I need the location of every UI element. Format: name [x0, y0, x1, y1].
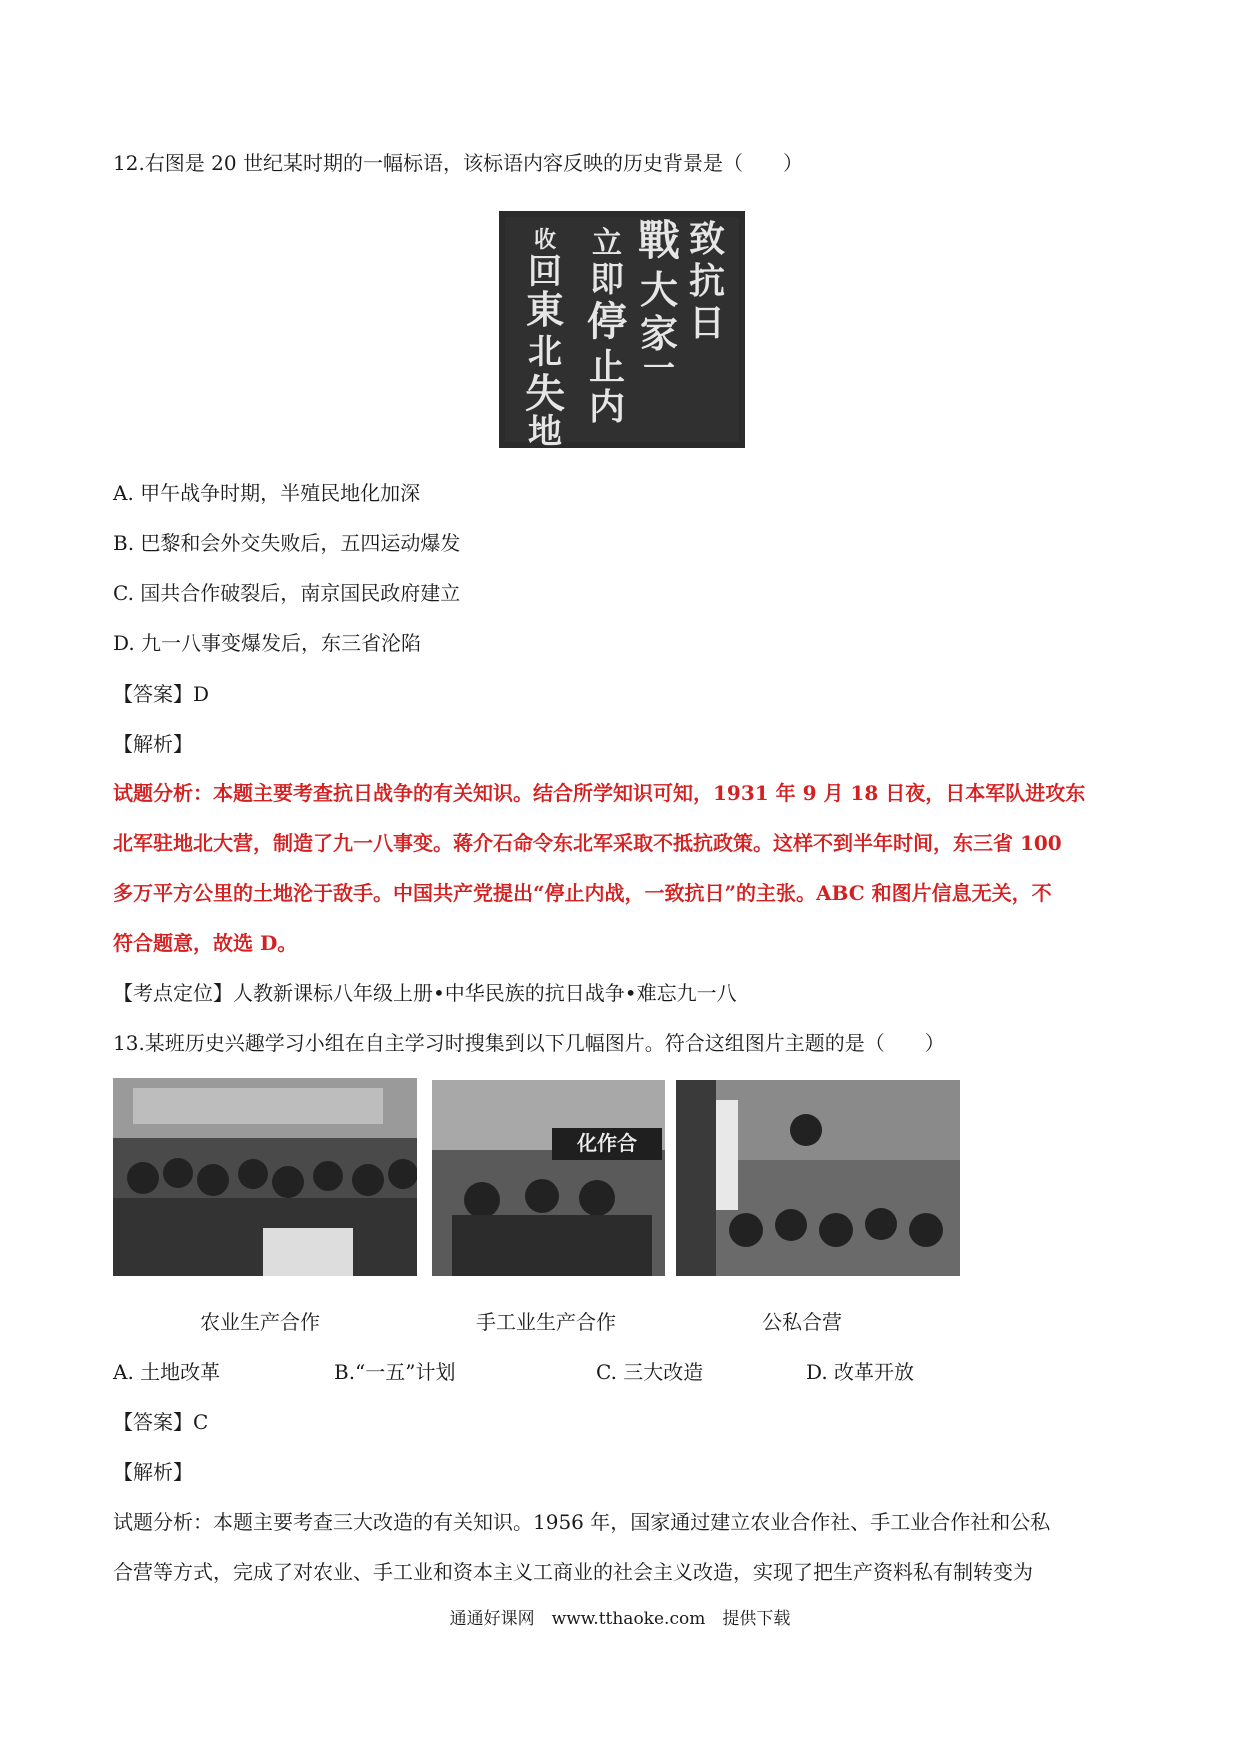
slogan-char: 回	[528, 252, 562, 292]
photo-banner-text: 化作合	[577, 1131, 637, 1155]
slogan-char: 停	[587, 298, 627, 345]
slogan-column-4	[525, 227, 565, 448]
q12-stem: 12.右图是 20 世纪某时期的一幅标语，该标语内容反映的历史背景是（ ）	[113, 151, 803, 175]
q12-analysis-label: 【解析】	[113, 732, 193, 756]
slogan-char: 抗	[688, 260, 726, 302]
photo-caption: 农业生产合作	[200, 1310, 320, 1334]
q13-option-a: A. 土地改革	[113, 1360, 221, 1384]
q13-option-d: D. 改革开放	[806, 1360, 915, 1384]
slogan-char: 失	[525, 370, 565, 417]
page-footer: 通通好课网 www.tthaoke.com 提供下载	[449, 1609, 791, 1629]
q13-answer: 【答案】C	[113, 1410, 209, 1434]
slogan-char: 收	[533, 227, 557, 253]
q12-analysis-line: 多万平方公里的土地沦于敌手。中国共产党提出“停止内战，一致抗日”的主张。ABC 和图片信息无关，不	[113, 881, 1052, 905]
slogan-char: 即	[590, 260, 624, 300]
slogan-char: 一	[642, 349, 676, 387]
q12-option-d: D. 九一八事变爆发后，东三省沦陷	[113, 631, 422, 655]
q13-option-c: C. 三大改造	[596, 1360, 704, 1384]
slogan-column-3	[587, 226, 628, 428]
slogan-char: 止	[588, 346, 626, 388]
slogan-char: 北	[528, 332, 562, 372]
slogan-char: 東	[525, 287, 565, 332]
q12-analysis-line: 符合题意，故选 D。	[113, 931, 298, 955]
q12-analysis-line: 试题分析：本题主要考查抗日战争的有关知识。结合所学知识可知，1931 年 9 月 18 日夜，日本军队进攻东	[113, 781, 1086, 805]
slogan-char: 致	[688, 218, 726, 260]
slogan-column-2	[638, 216, 680, 387]
q13-analysis-line: 试题分析：本题主要考查三大改造的有关知识。1956 年，国家通过建立农业合作社、手工业合作社和公私	[113, 1510, 1051, 1534]
q13-analysis-label: 【解析】	[113, 1460, 193, 1484]
slogan-char: 家	[639, 311, 679, 356]
photo-caption: 手工业生产合作	[476, 1310, 616, 1334]
q13-option-b: B.“一五”计划	[334, 1360, 456, 1384]
slogan-char: 地	[528, 412, 562, 448]
slogan-char: 日	[688, 302, 726, 344]
q13-stem: 13.某班历史兴趣学习小组在自主学习时搜集到以下几幅图片。符合这组图片主题的是（ ）	[113, 1031, 945, 1055]
q12-option-c: C. 国共合作破裂后，南京国民政府建立	[113, 581, 461, 605]
slogan-image	[499, 211, 745, 448]
slogan-column-1	[689, 218, 725, 344]
q12-kaodian: 【考点定位】人教新课标八年级上册•中华民族的抗日战争•难忘九一八	[113, 981, 737, 1005]
slogan-char: 戰	[637, 216, 681, 265]
photo-agriculture	[113, 1078, 417, 1276]
q12-analysis-line: 北军驻地北大营，制造了九一八事变。蒋介石命令东北军采取不抵抗政策。这样不到半年时间，东三省 100	[113, 831, 1062, 855]
slogan-char: 立	[592, 226, 622, 261]
q12-option-b: B. 巴黎和会外交失败后，五四运动爆发	[113, 531, 461, 555]
photo-handicraft	[432, 1080, 665, 1276]
slogan-char: 大	[639, 267, 679, 312]
q12-option-a: A. 甲午战争时期，半殖民地化加深	[113, 481, 421, 505]
photo-public-private	[676, 1080, 960, 1276]
q12-answer: 【答案】D	[113, 682, 210, 706]
q13-analysis-line: 合营等方式，完成了对农业、手工业和资本主义工商业的社会主义改造，实现了把生产资料私有制转变为	[113, 1560, 1033, 1584]
photo-caption: 公私合营	[762, 1310, 842, 1334]
slogan-char: 内	[588, 386, 626, 428]
